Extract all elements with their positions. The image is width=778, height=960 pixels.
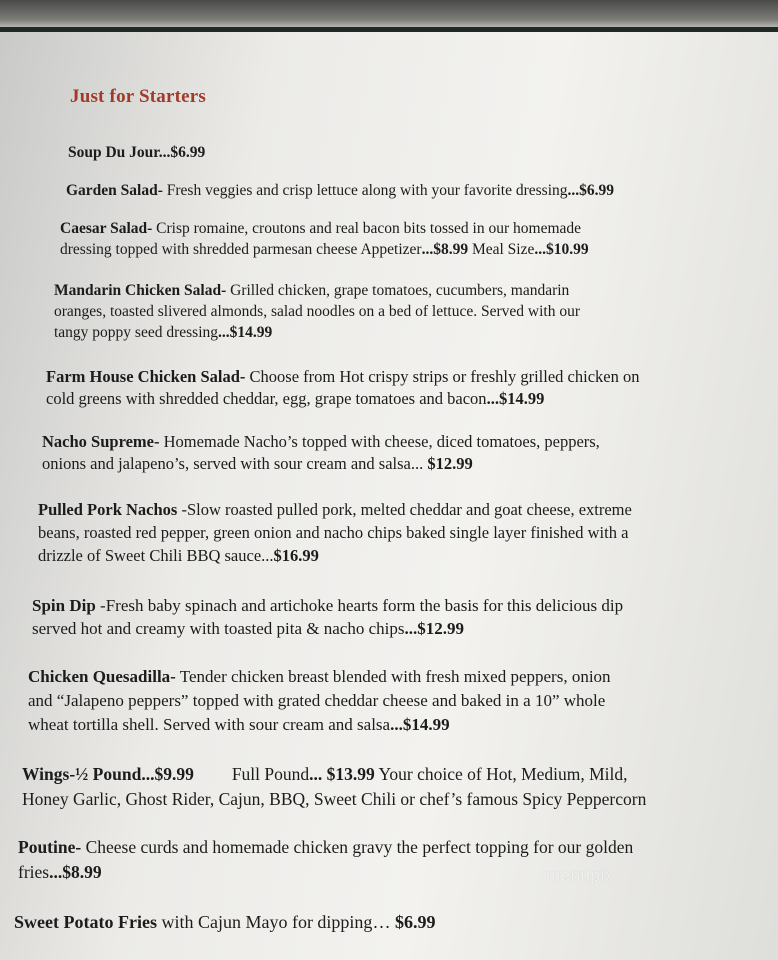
- menu-item-soup: Soup Du Jour...$6.99: [68, 144, 206, 161]
- menu-item-poutine: Poutine- Cheese curds and homemade chicken gravy the perfect topping for our golden fries...$8.99: [18, 837, 634, 882]
- menu-item-chicken-quesadilla: Chicken Quesadilla- Tender chicken breast blended with fresh mixed peppers, onion and “Jalapeno peppers” topped with grated cheddar cheese and baked in a 10” whole wheat tortilla shell. Served with sour cream and salsa...$14.99: [28, 667, 611, 734]
- menu-item-spin-dip: Spin Dip -Fresh baby spinach and artichoke hearts form the basis for this delicious dip served hot and creamy with toasted pita & nacho chips...$12.99: [32, 596, 624, 638]
- menu-item-farm-house-chicken-salad: Farm House Chicken Salad- Choose from Hot crispy strips or freshly grilled chicken on cold greens with shredded cheddar, egg, grape tomatoes and bacon...$14.99: [46, 367, 640, 408]
- menu-item-pulled-pork-nachos: Pulled Pork Nachos -Slow roasted pulled pork, melted cheddar and goat cheese, extreme beans, roasted red pepper, green onion and nacho chips baked single layer finished with a drizzle of Sweet Chili BBQ sauce...$16.99: [38, 500, 632, 565]
- menu-item-caesar-salad: Caesar Salad- Crisp romaine, croutons and real bacon bits tossed in our homemade dressing topped with shredded parmesan cheese Appetizer...$8.99 Meal Size...$10.99: [60, 220, 589, 258]
- section-title: Just for Starters: [70, 86, 207, 107]
- top-shadow: [0, 0, 778, 28]
- menu-item-nacho-supreme: Nacho Supreme- Homemade Nacho’s topped with cheese, diced tomatoes, peppers, onions and jalapeno’s, served with sour cream and salsa... $12.99: [42, 432, 600, 473]
- menu-item-sweet-potato-fries: Sweet Potato Fries with Cajun Mayo for dipping… $6.99: [14, 912, 436, 932]
- watermark-logo: menupix: [546, 866, 614, 885]
- menu-item-mandarin-chicken-salad: Mandarin Chicken Salad- Grilled chicken, grape tomatoes, cucumbers, mandarin oranges, toasted slivered almonds, salad noodles on a bed of lettuce. Served with our tangy poppy seed dressing...$14.99: [54, 282, 581, 341]
- menu-item-wings: Wings-½ Pound...$9.99 Full Pound... $13.99 Your choice of Hot, Medium, Mild, Honey Garlic, Ghost Rider, Cajun, BBQ, Sweet Chili or chef’s famous Spicy Peppercorn: [22, 764, 647, 809]
- top-border-rule: [0, 27, 778, 32]
- menu-item-garden-salad: Garden Salad- Fresh veggies and crisp lettuce along with your favorite dressing...$6.99: [66, 182, 615, 199]
